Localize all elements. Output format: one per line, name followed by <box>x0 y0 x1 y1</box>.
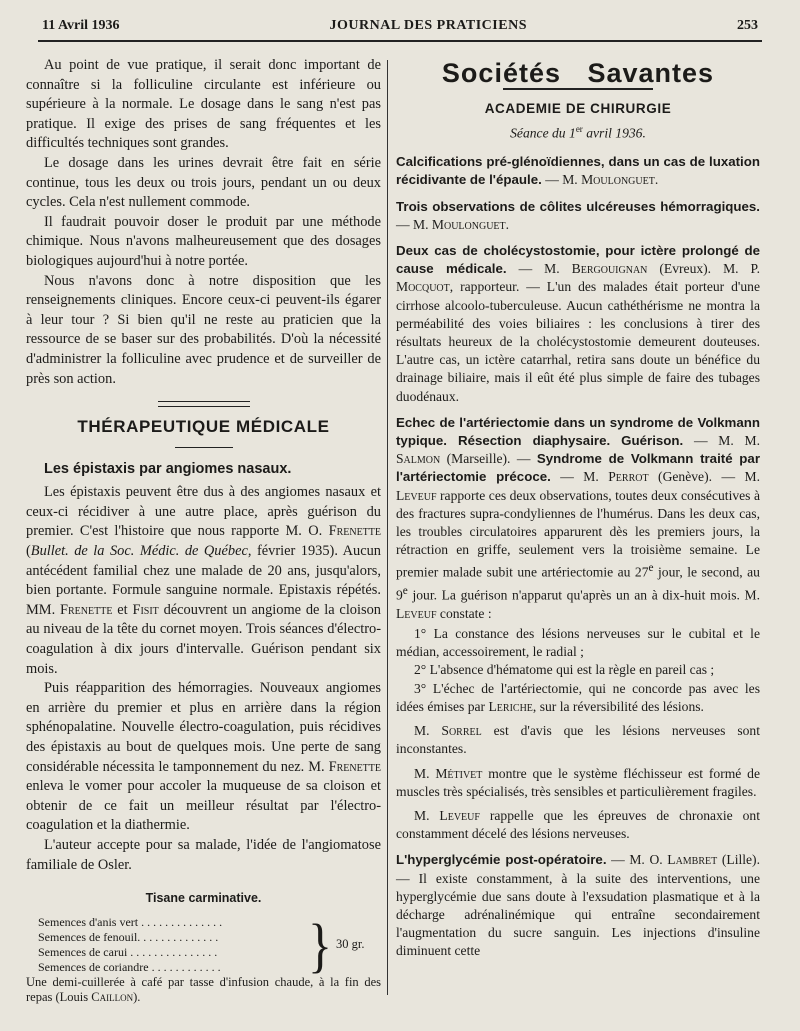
author-name: Mocquot <box>396 279 450 295</box>
dose: 30 gr. <box>336 937 365 952</box>
text-run: constate : <box>436 605 492 621</box>
recipe-title: Tisane carminative. <box>145 891 262 906</box>
author-name: Frenette <box>328 758 381 775</box>
text-run: , février 1935). Aucun antécédent familial chez une malade de 20 ans, jusqu'alors, bien portante. Formule sanguine normale. Epistaxis répétés. MM. <box>26 543 381 618</box>
text-run: — M. <box>550 469 609 485</box>
communication-entry <box>396 242 760 406</box>
text-run: (Evreux). M. P. <box>647 261 760 277</box>
text-run: ). <box>133 990 141 1005</box>
text-run: Séance du 1 <box>510 125 576 141</box>
rubric-rule <box>503 88 653 90</box>
article-paragraph <box>26 679 381 836</box>
text-run: (Genève). — M. <box>648 469 760 485</box>
rubric-title: Sociétés Savantes <box>441 58 715 88</box>
communication-entry <box>396 414 760 623</box>
author-name: Moulonguet. <box>431 216 510 232</box>
ingredient: Semences de fenouil. . . . . . . . . . . . . . <box>38 929 219 944</box>
author-name: Salmon <box>396 451 441 467</box>
author-name: Lambret <box>667 852 718 868</box>
session-date <box>396 120 760 143</box>
text-run: — M. <box>541 172 582 188</box>
superscript: e <box>648 562 654 575</box>
right-column <box>396 58 760 969</box>
text-run: rapporte ces deux observations, toutes deux consécutives à des fractures supra-condyliennes de l'humérus. Dans les deux cas, les troubles circulatoires apparurent dès les premiers jours, la rétraction en griffe, seulement vers la troisième semaine. Le premier malade subit une artériectomie au 27 <box>396 487 760 580</box>
discussion-paragraph <box>396 765 760 801</box>
discussion-paragraph <box>396 807 760 843</box>
text-run: — M. M. <box>683 432 760 448</box>
entry-heading: L'hyperglycémie post-opératoire. <box>396 852 607 868</box>
ingredient: Semences de carui . . . . . . . . . . . . . . . <box>38 944 218 959</box>
text-run: Puis réapparition des hémorragies. Nouveaux angiomes en arrière du premier et plus en arrière dans la région sphénopalatine. Nouvelle électro-coagulation, puis récidives des épistaxis au bout de quelques mois. Une perte de sang considérable nécessita le tamponnement du nez. M. <box>26 680 381 775</box>
numbered-point: 1° La constance des lésions nerveuses sur le cubital et le médian, accessoirement, le radial ; <box>396 626 760 660</box>
text-run: montre que le système fléchisseur est formé de muscles très spécialisés, très sensibles et particulièrement fragiles. <box>396 765 760 799</box>
intro-paragraph: Au point de vue pratique, il serait donc important de connaître si la folliculine circulante est inférieure ou supérieure à la normale. Le dosage dans le sang n'est pas pratique. Il exige des prises de sang fréquentes et les difficultés techniques sont grandes. <box>26 57 381 152</box>
communication-entry <box>396 153 760 189</box>
numbered-point <box>396 680 760 716</box>
author-name: Leveuf <box>396 605 437 621</box>
entry-heading: Deux cas de cholécystostomie, pour ictère prolongé de cause médicale. <box>396 242 760 277</box>
numbered-point: 2° L'absence d'hématome qui est la règle en pareil cas ; <box>414 662 715 678</box>
text-run: rappelle que les épreuves de chronaxie ont constamment décelé des lésions nerveuses. <box>396 807 760 842</box>
text-run: 3° L'échec de l'artériectomie, qui ne concorde pas avec les idées émises par <box>396 680 760 714</box>
ingredient: Semences d'anis vert . . . . . . . . . . . . . . <box>38 914 223 929</box>
recipe-instructions <box>26 975 381 1006</box>
brace-glyph: } <box>308 911 332 979</box>
text-run: , rapporteur. — L'un des malades était porteur d'une cirrhose alcoolo-tuberculeuse. Aucun cathéthérisme ne montra la perméabilité des voies biliaires : les conclusions à tirer des résultats heureux de la cholécystostomie demeurent douteuses. L'autre cas, un ictère catarrhal, retira sans doute un bénéfice du drainage biliaire, mais il eût été plus simple de faire des tubages duodénaux. <box>396 279 760 404</box>
page-header <box>42 14 758 38</box>
communication-entry <box>396 851 760 960</box>
text-run: (Marseille). — <box>440 451 537 467</box>
author-name: Leveuf <box>439 807 480 823</box>
left-column <box>26 56 381 1006</box>
academy-title: ACADEMIE DE CHIRURGIE <box>484 101 672 117</box>
text-run: — M. <box>396 216 432 232</box>
recipe-ingredients-block <box>26 911 381 979</box>
article-title: Les épistaxis par angiomes nasaux. <box>44 460 292 477</box>
entry-heading: Echec de l'artériectomie dans un syndrome de Volkmann typique. Résection diaphysaire. Guérison. <box>396 414 760 448</box>
recipe <box>26 911 381 1006</box>
author-name: Métivet <box>435 765 483 781</box>
text-run: , sur la réversibilité des lésions. <box>532 698 704 714</box>
discussion-paragraph <box>396 722 760 758</box>
author-name: Leriche <box>488 698 533 714</box>
author-name: Sorrel <box>441 723 482 739</box>
text-run: jour. La guérison n'apparut qu'après un an à dix-huit mois. M. <box>407 587 760 603</box>
superscript: er <box>575 124 583 135</box>
journal-reference: Bullet. de la Soc. Médic. de Québec <box>30 543 248 560</box>
text-run: — M. <box>506 261 572 277</box>
author-name: Frenette <box>60 601 113 618</box>
article-paragraph: L'auteur accepte pour sa malade, l'idée de l'angiomatose familiale de Osler. <box>26 836 381 873</box>
intro-paragraph: Le dosage dans les urines devrait être fait en série continue, tous les deux ou trois jours, pendant un ou deux cycles. Cela n'est nullement commode. <box>26 154 381 211</box>
text-run: M. <box>414 765 436 781</box>
text-run: est d'avis que les lésions nerveuses sont inconstantes. <box>396 723 761 757</box>
entry-heading: Calcifications pré-glénoïdiennes, dans un cas de luxation récidivante de l'épaule. <box>396 154 760 188</box>
author-name: Fisit <box>132 601 159 618</box>
text-run: Une demi-cuillerée à café par tasse d'infusion chaude, à la fin des repas (Louis <box>26 974 381 1005</box>
superscript: e <box>402 585 408 598</box>
text-run: (Lille). — Il existe constamment, à la suite des interventions, une hyperglycémie due sans doute à l'exsudation plasmatique et à la décharge adrénalinémique qui entraîne secondairement l'augmentation du sucre sanguin. Les injections d'insuline diminuent cette <box>396 852 760 959</box>
text-run: Les épistaxis peuvent être dus à des angiomes nasaux et ceux-ci récidiver à une autre place, après guérison du premier. C'est l'histoire que nous rapporte M. O. <box>26 484 381 540</box>
text-run: découvrent un angiome de la cloison au niveau de la tête du cornet moyen. Trois séances d'électro-coagulation à dix jours d'intervalle. Guérison pendant six mois. <box>26 601 381 677</box>
column-divider <box>387 60 388 995</box>
communication-entry <box>396 198 760 234</box>
author-name: Moulonguet. <box>581 172 659 188</box>
text-run: et <box>112 601 133 618</box>
header-rule <box>38 40 762 42</box>
author-name: Perrot <box>608 469 649 485</box>
section-title: THÉRAPEUTIQUE MÉDICALE <box>77 417 330 437</box>
section-separator <box>158 401 250 407</box>
text-run: M. <box>414 807 440 823</box>
article-paragraph <box>26 483 381 679</box>
text-run: ( <box>26 543 31 560</box>
text-run: — M. O. <box>606 852 668 868</box>
author-name: Caillon <box>91 990 134 1005</box>
header-page-number: 253 <box>736 18 758 33</box>
entry-heading: Trois observations de côlites ulcéreuses hémorragiques. <box>396 198 760 214</box>
text-run: jour, le second, au 9 <box>396 564 760 603</box>
text-run: enleva le vomer pour accoler la muqueuse de sa cloison et obtenir de ce fait un meilleur résultat par l'électro-coagulation et la diathermie. <box>26 778 381 834</box>
ingredient: Semences de coriandre . . . . . . . . . . . . <box>38 959 221 974</box>
entry-heading: Syndrome de Volkmann traité par l'artériectomie précoce. <box>396 451 760 485</box>
dose-brace <box>308 911 368 979</box>
author-name: Frenette <box>328 523 381 540</box>
text-run: M. <box>414 723 442 739</box>
intro-paragraph: Il faudrait pouvoir doser le produit par une méthode chimique. Nous n'avons malheureusement que des dosages biologiques aujourd'hui à notre portée. <box>26 213 381 269</box>
header-date: 11 Avril 1936 <box>42 18 120 33</box>
ingredient-list <box>26 915 308 975</box>
header-journal-title: JOURNAL DES PRATICIENS <box>329 18 527 33</box>
intro-paragraph: Nous n'avons donc à notre disposition que les renseignements cliniques. Encore ceux-ci peuvent-ils égarer à leur tour ? Si bien qu'il ne reste au praticien que la ressource de se baser sur des probabilités. D'où la nécessité d'administrer la folliculine avec prudence et de surveiller de près son action. <box>26 272 381 387</box>
author-name: Bergouignan <box>571 261 648 277</box>
title-rule <box>175 447 233 448</box>
text-run: avril 1936. <box>582 125 646 141</box>
author-name: Leveuf <box>396 487 437 503</box>
